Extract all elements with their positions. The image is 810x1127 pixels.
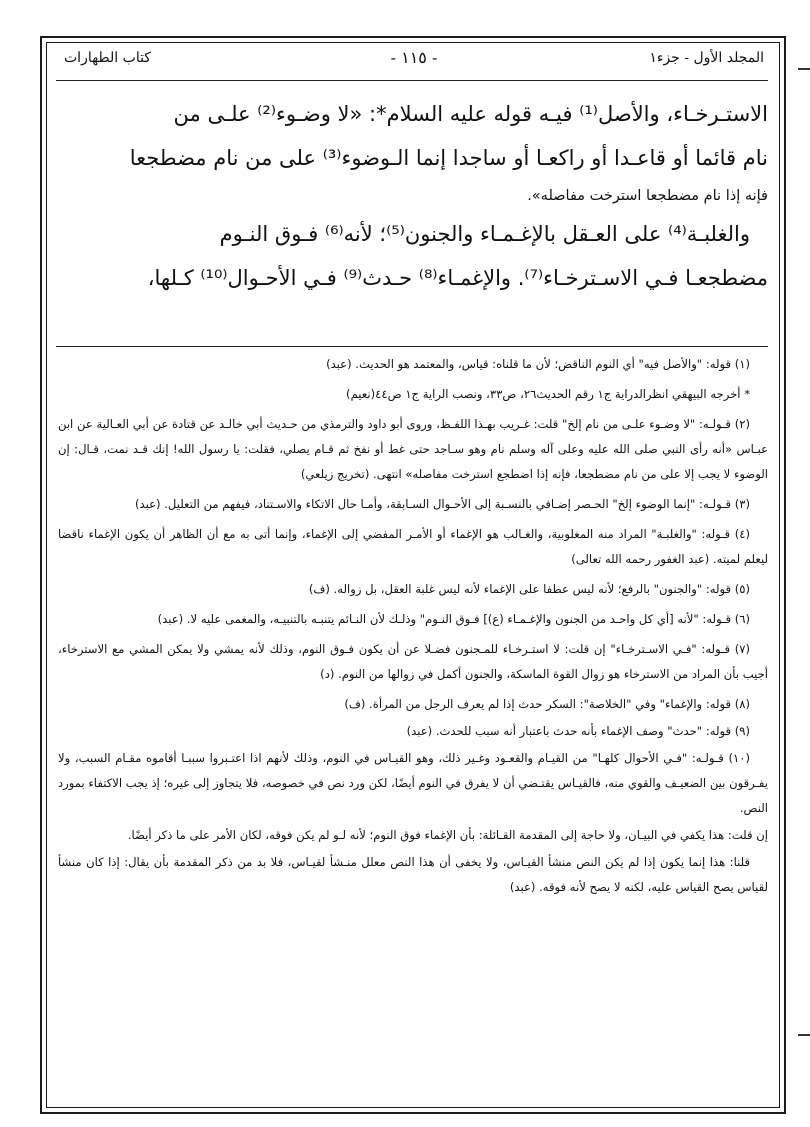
scan-edge-mark [798,68,810,70]
scan-edge-mark [798,1034,810,1036]
footnotes [58,352,768,902]
main-line: فإنه إذا نام مضطجعا استرخت مفاصله». [527,188,768,204]
book-title: كتاب الطهارات [64,50,151,66]
footnote-continuation: قلنا: هذا إنما يكون إذا لم يكن النص منشأ القيـاس، ولا يخفى أن هذا النص معلل منـشأ لقيـاس، فلا بد من ذكر المقدمة بأن يقال: إذا كان منشأ لقياس يصح القياس عليه، لكنه لا يصح لأنه فوقه. (عبد) [58,855,768,894]
footnote: (٩) قوله: "حدث" وصف الإغماء بأنه حدث باعتبار أنه سبب للحدث. (عبد) [406,724,750,738]
footnote: (١٠) قـولـه: "فـي الأحوال كلهـا" من القيـام والقعـود وغـير ذلك، وهو القيـاس في النوم، وذلك لأنهم اذا اعتـبروا سببـا أقاموه مقـام السبب، ولا يفـرقون بين الضعيـف والقوي منه، فالقيـاس يقتـضي أن لا يفرق في النوم أيضًا، لكن ورد نص في خصوصه، فلا يتجاوز إلى غيره؛ إذ يجب الاكتفاء بمورد النص. [57,751,768,815]
volume-label: المجلد الأول - جزء١ [649,50,764,66]
header-rule [56,80,768,81]
page-header [64,46,764,74]
footnote: (٤) قـوله: "والغلبـة" المراد منه المغلوبية، والغـالب هو الإغماء أو الأمـر المفضي إلى الإغماء، وإنما أتى به مع أن الظاهر أن يكون الإغماء ناقضا ليعلم لميته. (عبد الغفور رحمه الله تعالى) [58,527,768,566]
footnote-rule [56,346,768,347]
main-line: والغلبـة⁽⁴⁾ على العـقل بالإغـمـاء والجنون⁽⁵⁾؛ لأنه⁽⁶⁾ فـوق النـوم [219,222,750,246]
footnote-continuation: إن قلت: هذا يكفي في البيـان، ولا حاجة إلى المقدمة القـائلة: بأن الإغماء فوق النوم؛ لأنه لـو لم يكن فوقه، لكان الأمر على ما ذكر أيضًا. [127,828,768,842]
main-line: مضطجعـا فـي الاسـترخـاء⁽⁷⁾. والإغمـاء⁽⁸⁾ حـدث⁽⁹⁾ فـي الأحـوال⁽¹⁰⁾ كـلها، [147,266,768,290]
footnote: (٦) قـوله: "لأنه [أي كل واحـد من الجنون والإغـمـاء (ع)] فـوق النـوم" وذلـك لأن النـائم يتنبـه بالتنبيـه، والمغمى عليه لا. (عبد) [157,612,750,626]
footnote: (٣) قـولـه: "إنما الوضوء إلخ" الحـصر إضـافي بالنسـبة إلى الأحـوال السـابقة، وأمـا حال الاتكاء والاسـتناد، فيفهم من التعليل. (عبد) [135,497,750,511]
footnote: (١) قوله: "والأصل فيه" أي النوم الناقض؛ لأن ما قلناه: قياس، والمعتمد هو الحديث. (عبد) [326,357,750,371]
main-line: الاستـرخـاء، والأصل⁽¹⁾ فيـه قوله عليه السلام*: «لا وضـوء⁽²⁾ علـى من [173,102,768,126]
footnote: (٧) قـوله: "فـي الاسـترخـاء" إن قلت: لا استـرخـاء للمـجنون فضـلا عن أن يكون فـوق النوم، وذلك لأنه يمشي ولا يمكن المشي مع الاسترخاء، أجيب بأن المراد من الاسترخاء هو زوال القوة الماسكة، والجنون أكمل في زوالها من النوم. (د) [58,642,768,681]
footnote: (٨) قوله: والإغماء" وفي "الخلاصة": السكر حدث إذا لم يعرف الرجل من المرأة. (ف) [344,697,750,711]
page-number: - ١١٥ - [390,48,438,67]
main-text [58,92,768,300]
footnote: (٢) قـولـه: "لا وضـوء علـى من نام إلخ" قلت: غـريب بهـذا اللفـظ، وروى أبو داود والترمذي من حـديث أبي خالـد عن قتادة عن أبي العـالية عن ابن عبـاس «أنه رأى النبي صلى الله عليه وعلى آله وسلم نام وهو سـاجد حتى غط أو نفخ ثم قـام يصلي، فقلت: يا رسول الله! إنك قـد نمت، قـال: إن الوضوء لا يجب إلا على من نام مضطجعا، فإنه إذا اضطجع استرخت مفاصله» انتهى. (تخريج زيلعي) [58,417,768,481]
main-line: نام قائما أو قاعـدا أو راكعـا أو ساجدا إنما الـوضوء⁽³⁾ على من نام مضطجعا [129,146,768,170]
footnote: * أخرجه البيهقي انظرالدراية ج١ رقم الحديث٢٦، ص٣٣، ونصب الراية ج١ ص٤٤(نعيم) [346,387,750,401]
footnote: (٥) قوله: "والجنون" بالرفع؛ لأنه ليس عطفا على الإغماء لأنه ليس غلبة العقل، بل زواله. (ف) [308,582,750,596]
